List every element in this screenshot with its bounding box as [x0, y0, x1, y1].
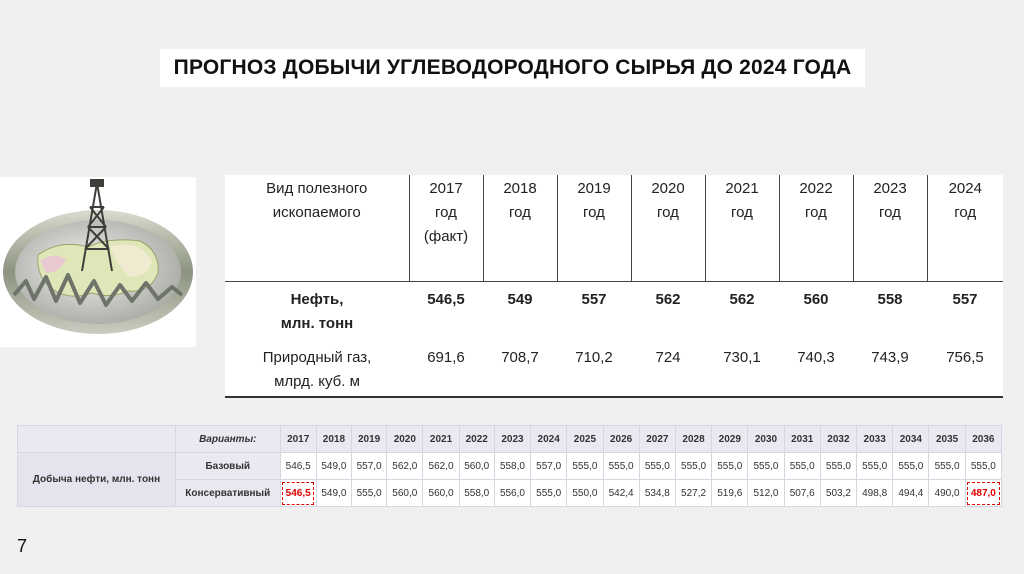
header-year-2020: 2020 год [631, 175, 705, 282]
variants-blank-cell [18, 426, 176, 453]
conservative-variant-value: 556,0 [494, 480, 530, 507]
gas-value: 756,5 [946, 349, 984, 366]
oil-value: 546,5 [427, 291, 465, 308]
base-variant-value: 549,0 [316, 453, 351, 480]
variants-year: 2031 [784, 426, 820, 453]
base-variant-value: 555,0 [965, 453, 1001, 480]
forecast-header-row [225, 175, 1003, 282]
base-variant-value: 546,5 [280, 453, 316, 480]
gas-value: 740,3 [797, 349, 835, 366]
logo-graphic [0, 177, 196, 347]
base-variant-value: 557,0 [531, 453, 567, 480]
variants-year: 2022 [459, 426, 494, 453]
conservative-variant-value: 512,0 [748, 480, 784, 507]
variants-label: Варианты: [175, 426, 280, 453]
gas-row [225, 340, 1003, 397]
forecast-table [225, 175, 1003, 398]
conservative-variant-value: 550,0 [567, 480, 603, 507]
variants-header-row [18, 426, 1002, 453]
oil-value: 562 [655, 291, 681, 308]
base-variant-value: 560,0 [459, 453, 494, 480]
base-variant-value: 555,0 [857, 453, 893, 480]
conservative-variant-value: 494,4 [893, 480, 929, 507]
header-mineral-type: Вид полезного ископаемого [225, 175, 409, 282]
variants-year: 2025 [567, 426, 603, 453]
base-variant-value: 555,0 [675, 453, 711, 480]
variants-year: 2036 [965, 426, 1001, 453]
conservative-variant-value: 519,6 [712, 480, 748, 507]
oil-derrick-globe-logo [0, 177, 196, 347]
variants-year: 2023 [494, 426, 530, 453]
variants-year: 2024 [531, 426, 567, 453]
conservative-variant-value-highlighted: 487,0 [965, 480, 1001, 507]
gas-label: Природный газ, млрд. куб. м [262, 349, 372, 390]
page-title: ПРОГНОЗ ДОБЫЧИ УГЛЕВОДОРОДНОГО СЫРЬЯ ДО 2024 ГОДА [173, 56, 852, 79]
base-variant-value: 562,0 [387, 453, 423, 480]
base-variant-value: 557,0 [352, 453, 387, 480]
gas-value: 743,9 [871, 349, 909, 366]
conservative-variant-value: 503,2 [820, 480, 856, 507]
header-year-2017: 2017 год (факт) [409, 175, 483, 282]
variants-year: 2017 [280, 426, 316, 453]
oil-label: Нефть, млн. тонн [280, 291, 354, 332]
oil-value: 562 [729, 291, 755, 308]
variants-year: 2035 [929, 426, 965, 453]
base-variant-value: 555,0 [893, 453, 929, 480]
variants-table [17, 425, 1002, 507]
variants-year: 2032 [820, 426, 856, 453]
base-variant-value: 555,0 [929, 453, 965, 480]
base-variant-value: 555,0 [639, 453, 675, 480]
conservative-variant-value: 498,8 [857, 480, 893, 507]
variants-year: 2027 [639, 426, 675, 453]
header-year-2019: 2019 год [557, 175, 631, 282]
base-variant-value: 562,0 [423, 453, 459, 480]
oil-value: 558 [877, 291, 903, 308]
header-year-2022: 2022 год [779, 175, 853, 282]
conservative-variant-value: 555,0 [531, 480, 567, 507]
variants-year: 2026 [603, 426, 639, 453]
variants-year: 2018 [316, 426, 351, 453]
base-variant-value: 555,0 [712, 453, 748, 480]
variants-year: 2028 [675, 426, 711, 453]
conservative-variant-value: 507,6 [784, 480, 820, 507]
conservative-variant-value: 542,4 [603, 480, 639, 507]
header-year-2023: 2023 год [853, 175, 927, 282]
conservative-variant-label: Консервативный [175, 480, 280, 507]
gas-value: 730,1 [723, 349, 761, 366]
header-year-2024: 2024 год [948, 180, 982, 221]
oil-production-label: Добыча нефти, млн. тонн [18, 453, 176, 507]
base-variant-value: 555,0 [567, 453, 603, 480]
page-number: 7 [17, 536, 28, 556]
variants-year: 2034 [893, 426, 929, 453]
base-variant-value: 555,0 [784, 453, 820, 480]
header-year-2018: 2018 год [483, 175, 557, 282]
conservative-variant-value: 555,0 [352, 480, 387, 507]
gas-value: 708,7 [501, 349, 539, 366]
variants-year: 2030 [748, 426, 784, 453]
oil-value: 560 [803, 291, 829, 308]
conservative-variant-value: 549,0 [316, 480, 351, 507]
oil-row [225, 282, 1003, 341]
base-variant-label: Базовый [175, 453, 280, 480]
oil-value: 557 [581, 291, 607, 308]
variants-year: 2021 [423, 426, 459, 453]
base-variant-value: 555,0 [603, 453, 639, 480]
header-year-2021: 2021 год [705, 175, 779, 282]
variants-year: 2019 [352, 426, 387, 453]
conservative-variant-value: 558,0 [459, 480, 494, 507]
conservative-variant-value-highlighted: 546,5 [280, 480, 316, 507]
oil-value: 549 [507, 291, 533, 308]
title-box [160, 49, 865, 87]
oil-value: 557 [952, 291, 978, 308]
gas-value: 724 [655, 349, 681, 366]
conservative-variant-value: 490,0 [929, 480, 965, 507]
gas-value: 691,6 [427, 349, 465, 366]
variants-year: 2029 [712, 426, 748, 453]
base-variant-value: 555,0 [748, 453, 784, 480]
variants-year: 2033 [857, 426, 893, 453]
conservative-variant-value: 534,8 [639, 480, 675, 507]
conservative-variant-value: 560,0 [423, 480, 459, 507]
conservative-variant-value: 560,0 [387, 480, 423, 507]
base-variant-row [18, 453, 1002, 480]
variants-year: 2020 [387, 426, 423, 453]
conservative-variant-value: 527,2 [675, 480, 711, 507]
base-variant-value: 555,0 [820, 453, 856, 480]
gas-value: 710,2 [575, 349, 613, 366]
base-variant-value: 558,0 [494, 453, 530, 480]
